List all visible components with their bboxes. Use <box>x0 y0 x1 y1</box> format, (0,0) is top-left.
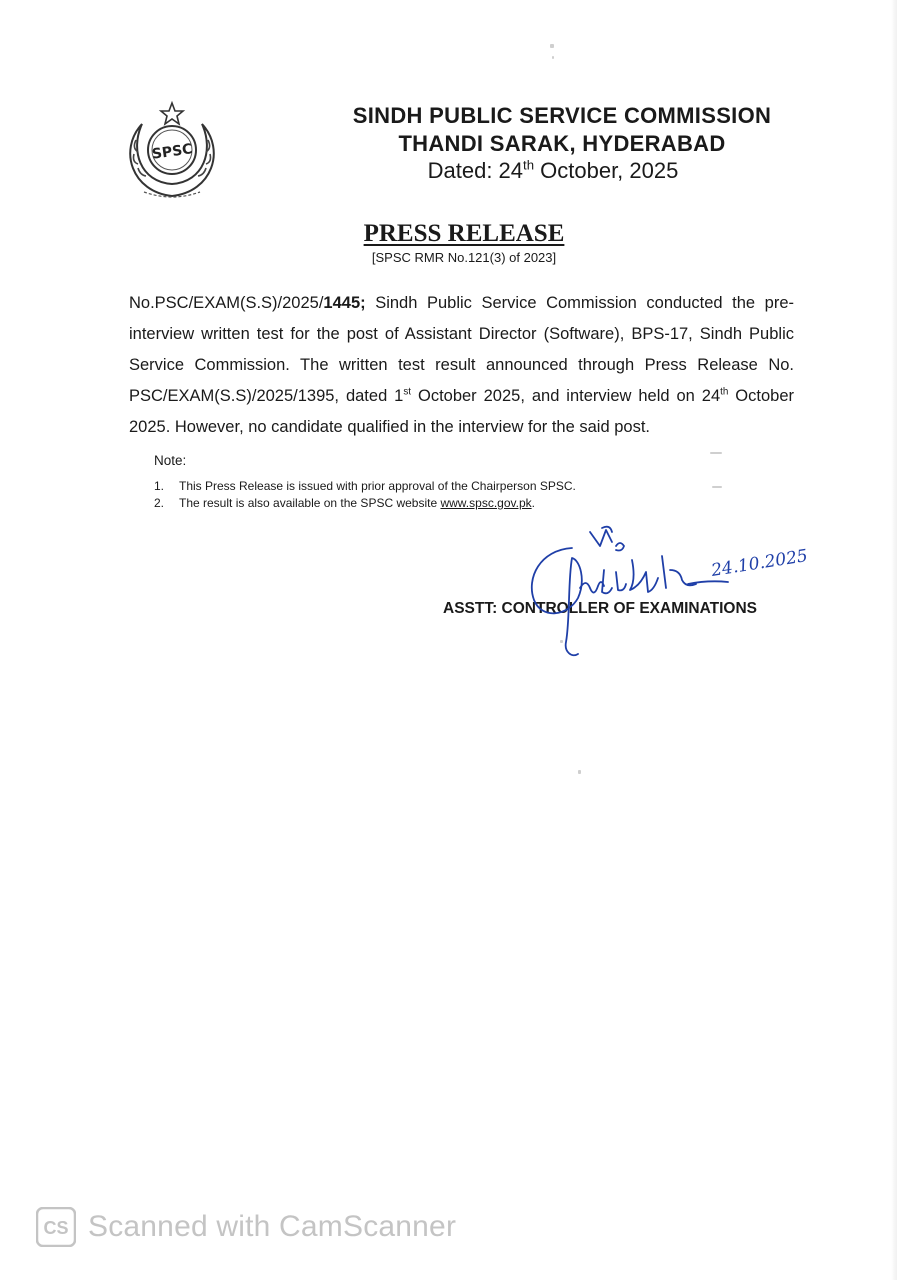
note-text-before: The result is also available on the SPSC website <box>179 496 441 510</box>
spsc-emblem-icon <box>122 100 222 206</box>
scan-speck <box>578 770 581 774</box>
ref-number: 1445 <box>323 294 361 312</box>
camscanner-badge-text: CS <box>43 1218 69 1238</box>
document-date <box>360 158 746 184</box>
signature-date: 24.10.2025 <box>709 546 810 581</box>
organization-name: SINDH PUBLIC SERVICE COMMISSION <box>352 103 772 128</box>
notes-list <box>154 478 576 512</box>
note-text-after: . <box>531 496 535 510</box>
logo-text: SPSC <box>151 141 194 163</box>
note-item <box>154 495 576 512</box>
camscanner-logo-icon <box>36 1207 76 1247</box>
note-text: This Press Release is issued with prior approval of the Chairperson SPSC. <box>179 479 576 493</box>
scan-speck <box>552 56 554 59</box>
handwritten-signature <box>520 520 820 665</box>
spsc-website-link[interactable]: www.spsc.gov.pk <box>440 496 532 510</box>
body-sup-1: st <box>403 386 412 398</box>
press-release-reference: [SPSC RMR No.121(3) of 2023] <box>371 250 557 265</box>
scan-speck <box>560 640 563 643</box>
ref-prefix: No.PSC/EXAM(S.S)/2025/ <box>129 294 324 312</box>
press-release-body <box>129 288 794 443</box>
note-text <box>179 495 535 512</box>
body-part-1: Sindh Public Service Commission conducted the pre-interview written test for the post of Assistant Director (Software), BPS-17, Sindh Public Service Commission. The written test result announced through Press Release No. PSC/EXAM(S.S)/2025/1395, dated 1 <box>129 294 794 405</box>
body-part-2: October 2025, and interview held on 24 <box>411 387 721 405</box>
date-rest: October, 2025 <box>534 158 679 183</box>
press-release-title: PRESS RELEASE <box>363 220 565 247</box>
date-suffix: th <box>523 157 535 173</box>
note-label: Note: <box>154 453 187 468</box>
note-item <box>154 478 576 495</box>
scan-edge-shadow <box>891 0 897 1280</box>
date-prefix: Dated: 24 <box>427 158 524 183</box>
signatory-title: ASSTT: CONTROLLER OF EXAMINATIONS <box>443 600 758 617</box>
scan-speck <box>710 452 722 454</box>
organization-address: THANDI SARAK, HYDERABAD <box>398 131 726 156</box>
scan-speck <box>550 44 554 48</box>
camscanner-watermark <box>36 1207 456 1247</box>
body-part-3: October 2025. However, no candidate qualified in the interview for the said post. <box>129 387 795 436</box>
ref-separator: ; <box>360 294 366 312</box>
scan-speck <box>712 486 722 488</box>
camscanner-text: Scanned with CamScanner <box>88 1210 457 1243</box>
body-sup-2: th <box>720 386 729 398</box>
note-number: 1. <box>154 479 165 493</box>
note-number: 2. <box>154 496 165 510</box>
